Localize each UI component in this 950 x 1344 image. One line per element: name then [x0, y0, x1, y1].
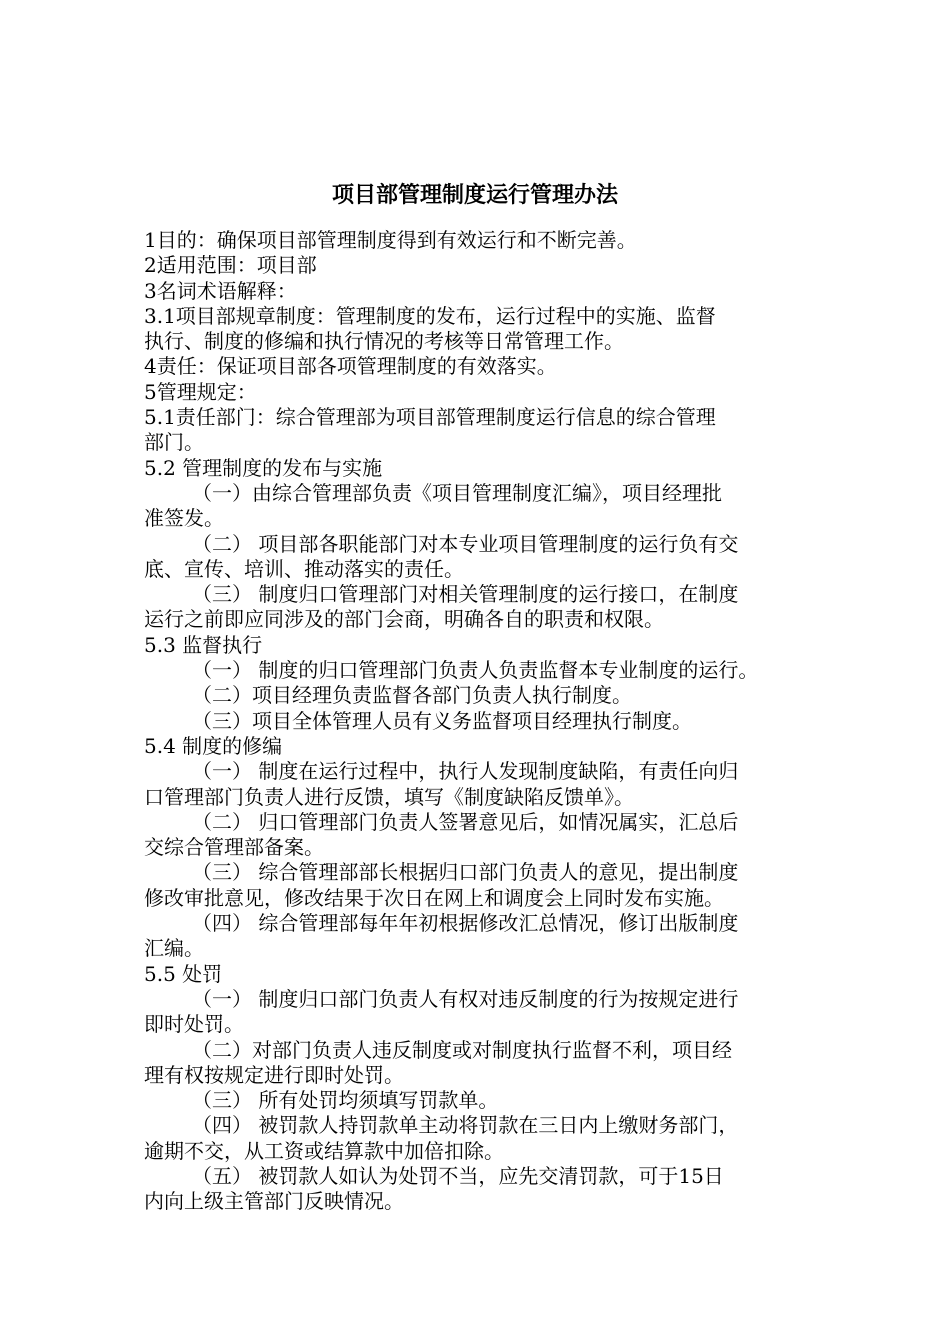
body-line: （三） 综合管理部部长根据归口部门负责人的意见，提出制度	[192, 860, 739, 885]
body-line: 底、宣传、培训、推动落实的责任。	[144, 556, 464, 581]
document-body	[144, 228, 820, 1215]
body-line: （一）由综合管理部负责《项目管理制度汇编》，项目经理批	[192, 480, 722, 505]
body-line: 理有权按规定进行即时处罚。	[144, 1062, 404, 1087]
body-line: 5.4 制度的修编	[144, 733, 283, 758]
body-line: 运行之前即应同涉及的部门会商，明确各自的职责和权限。	[144, 607, 664, 632]
body-line: 5.3 监督执行	[144, 632, 263, 657]
body-line: 执行、制度的修编和执行情况的考核等日常管理工作。	[144, 329, 624, 354]
body-line: 5.1责任部门：综合管理部为项目部管理制度运行信息的综合管理	[144, 405, 716, 430]
body-line: （二） 项目部各职能部门对本专业项目管理制度的运行负有交	[192, 531, 739, 556]
body-line: （四） 被罚款人持罚款单主动将罚款在三日内上缴财务部门，	[192, 1113, 739, 1138]
document-title: 项目部管理制度运行管理办法	[331, 183, 618, 208]
body-line: 口管理部门负责人进行反馈，填写《制度缺陷反馈单》。	[144, 784, 634, 809]
body-line: （二）项目经理负责监督各部门负责人执行制度。	[192, 683, 632, 708]
body-line: 逾期不交，从工资或结算款中加倍扣除。	[144, 1138, 504, 1163]
body-line: 准签发。	[144, 506, 224, 531]
body-line: （四） 综合管理部每年年初根据修改汇总情况，修订出版制度	[192, 911, 739, 936]
body-line: 交综合管理部备案。	[144, 835, 324, 860]
body-line: （一） 制度的归口管理部门负责人负责监督本专业制度的运行。	[192, 658, 759, 683]
body-line: （二）对部门负责人违反制度或对制度执行监督不利，项目经	[192, 1037, 732, 1062]
body-line: 内向上级主管部门反映情况。	[144, 1189, 404, 1214]
body-line: （五） 被罚款人如认为处罚不当，应先交清罚款，可于15日	[192, 1163, 724, 1188]
body-line: 汇编。	[144, 936, 204, 961]
body-line: （二） 归口管理部门负责人签署意见后，如情况属实，汇总后	[192, 809, 739, 834]
body-line: 1目的：确保项目部管理制度得到有效运行和不断完善。	[144, 228, 637, 252]
body-line: （三）项目全体管理人员有义务监督项目经理执行制度。	[192, 708, 692, 733]
body-line: （三） 制度归口管理部门对相关管理制度的运行接口，在制度	[192, 582, 739, 607]
body-line: （三） 所有处罚均须填写罚款单。	[192, 1088, 499, 1113]
body-line: 5.2 管理制度的发布与实施	[144, 455, 383, 480]
body-line: 修改审批意见，修改结果于次日在网上和调度会上同时发布实施。	[144, 885, 724, 910]
body-line: （一） 制度归口部门负责人有权对违反制度的行为按规定进行	[192, 986, 739, 1011]
body-line: 5.5 处罚	[144, 961, 223, 986]
body-line: 5管理规定：	[144, 379, 257, 404]
body-line: 4责任：保证项目部各项管理制度的有效落实。	[144, 354, 557, 379]
body-line: 部门。	[144, 430, 204, 455]
body-line: 2适用范围：项目部	[144, 253, 317, 278]
body-line: 3.1项目部规章制度：管理制度的发布，运行过程中的实施、监督	[144, 303, 716, 328]
body-line: 即时处罚。	[144, 1012, 244, 1037]
body-line: 3名词术语解释：	[144, 278, 297, 303]
body-line: （一） 制度在运行过程中，执行人发现制度缺陷，有责任向归	[192, 759, 739, 784]
